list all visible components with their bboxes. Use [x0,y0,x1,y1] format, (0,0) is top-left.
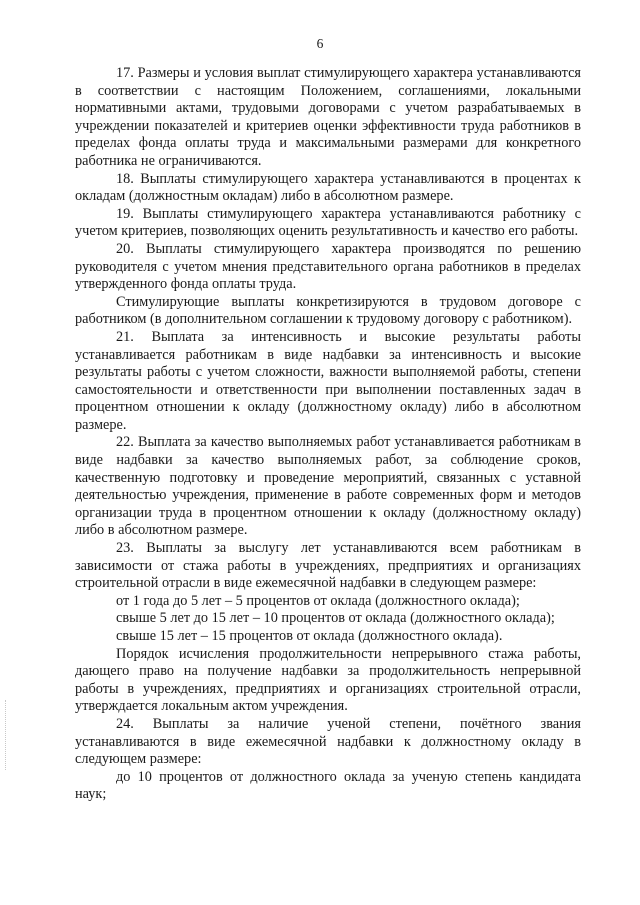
seniority-tier-1: от 1 года до 5 лет – 5 процентов от оклада (должностного оклада); [116,592,520,609]
document-body [75,65,581,804]
paragraph-24: 24. Выплаты за наличие ученой степени, почётного звания устанавливаются в виде ежемесячной надбавки к должностному окладу в следующем размере: [75,715,581,768]
page-number: 6 [316,36,324,51]
paragraph-24-candidate: до 10 процентов от должностного оклада за ученую степень кандидата наук; [75,768,581,803]
paragraph-20-contract: Стимулирующие выплаты конкретизируются в трудовом договоре с работником (в дополнительном соглашении к трудовому договору с работником). [75,293,581,328]
paragraph-18: 18. Выплаты стимулирующего характера устанавливаются в процентах к окладам (должностным окладам) либо в абсолютном размере. [75,170,581,205]
paragraph-19: 19. Выплаты стимулирующего характера устанавливаются работнику с учетом критериев, позволяющих оценить результативность и качество его работы. [75,205,581,240]
paragraph-21: 21. Выплата за интенсивность и высокие результаты работы устанавливается работникам в виде надбавки за интенсивность и высокие результаты работы с учетом сложности, важности выполняемой работы, степени самостоятельности и ответственности при выполнении поставленных задач в процентном отношении к окладу (должностному окладу) либо в абсолютном размере. [75,328,581,433]
seniority-tier-2: свыше 5 лет до 15 лет – 10 процентов от оклада (должностного оклада); [116,610,555,627]
scan-margin-mark [5,700,8,770]
paragraph-17: 17. Размеры и условия выплат стимулирующего характера устанавливаются в соответствии с настоящим Положением, соглашениями, локальными нормативными актами, трудовыми договорами с учетом разрабатываемых в учреждении показателей и критериев оценки эффективности труда работников в пределах фонда оплаты труда и максимальными размерами для конкретного работника не ограничиваются. [75,65,581,169]
seniority-tier-3: свыше 15 лет – 15 процентов от оклада (должностного оклада). [116,628,503,644]
paragraph-23-procedure: Порядок исчисления продолжительности непрерывного стажа работы, дающего право на получение надбавки за продолжительность непрерывной работы в учреждениях, предприятиях и организациях строительной отрасли, утверждается локальным актом учреждения. [75,645,581,715]
paragraph-20: 20. Выплаты стимулирующего характера производятся по решению руководителя с учетом мнения представительного органа работников в пределах утвержденного фонда оплаты труда. [75,240,581,293]
paragraph-23: 23. Выплаты за выслугу лет устанавливаются всем работникам в зависимости от стажа работы в учреждениях, предприятиях и организациях строительной отрасли в виде ежемесячной надбавки в следующем размере: [75,540,581,592]
paragraph-22: 22. Выплата за качество выполняемых работ устанавливается работникам в виде надбавки за качество выполняемых работ, за соблюдение сроков, качественную подготовку и проведение мероприятий, связанных с уставной деятельностью учреждения, применение в работе современных форм и методов организации труда в процентном отношении к окладу (должностному окладу) либо в абсолютном размере. [75,434,581,539]
